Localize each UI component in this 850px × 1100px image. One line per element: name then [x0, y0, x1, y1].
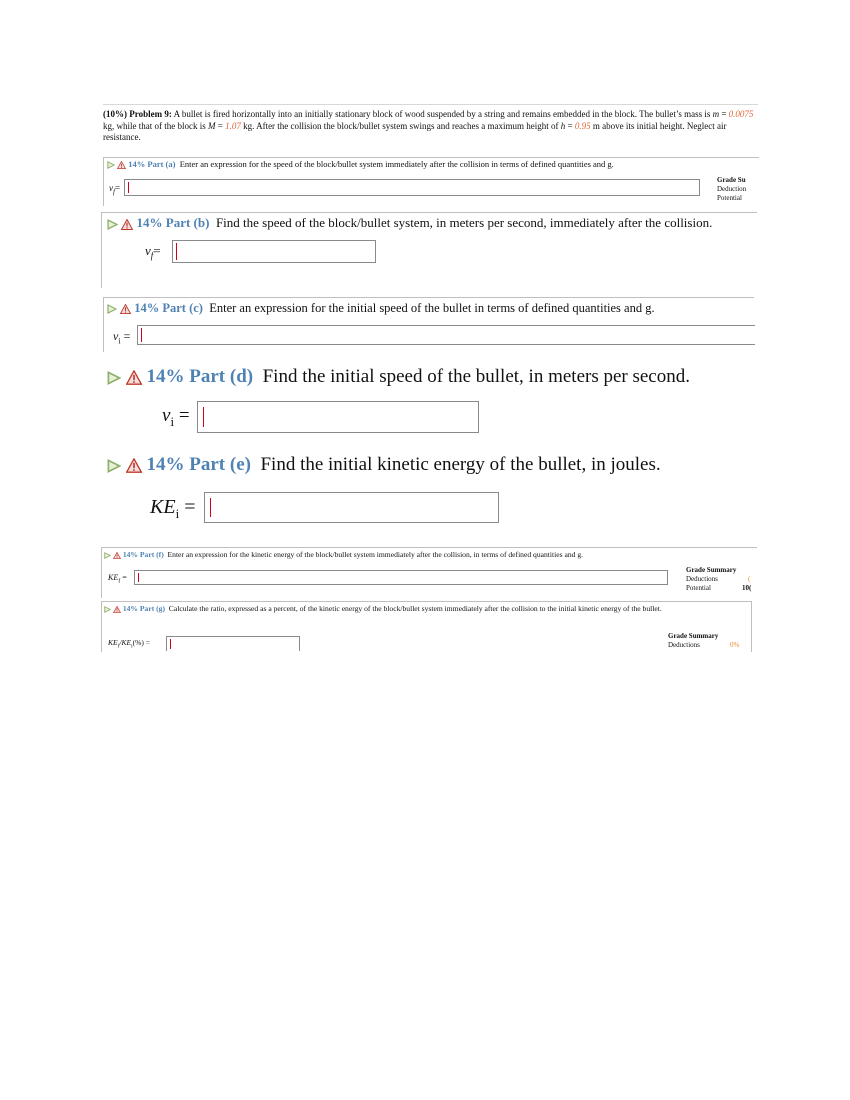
equals-sign: = [122, 573, 127, 582]
warning-icon [126, 370, 142, 385]
var-subscript: i [118, 336, 121, 346]
part-c-header[interactable] [107, 301, 655, 316]
expand-triangle-icon[interactable] [107, 219, 118, 230]
M-value: 1.07 [225, 120, 241, 131]
var-symbol: KE [108, 573, 119, 582]
expand-triangle-icon[interactable] [104, 606, 111, 613]
m-var: m [712, 109, 720, 119]
grade-summary-title: Grade Summary [686, 566, 737, 574]
m-value: 0.0075 [728, 109, 754, 119]
warning-icon [120, 304, 131, 314]
answer-variable: $KE_f/KE_i(\%)$ = [108, 638, 151, 650]
problem-statement: (10%) Problem 9: A bullet is fired horizontally into an initially stationary block of wood suspended by a string and remains embedded in the block. The bullet’s mass is m = 0.0075 kg, while that of the block is M = 1.07 kg. After the collision the block/bullet system swings and reaches a maximum height of h = 0.95 m above its initial height. Neglect air resistance. [103, 104, 758, 144]
problem-weight: (10%) [103, 109, 127, 119]
var-symbol: v [145, 243, 151, 258]
potential-label: Potential [717, 194, 742, 202]
part-a-header[interactable] [107, 159, 614, 170]
answer-variable [150, 496, 195, 522]
answer-variable [109, 183, 120, 196]
expand-triangle-icon[interactable] [107, 459, 121, 473]
var-symbol: v [109, 183, 113, 193]
part-b-answer-input[interactable] [172, 240, 376, 263]
equals-sign: = [114, 183, 121, 193]
equals-sign: = [178, 405, 190, 426]
deductions-value: 0% [730, 641, 740, 649]
text-caret [203, 407, 204, 427]
h-var: h [560, 120, 566, 131]
text-caret [176, 243, 177, 260]
expand-triangle-icon[interactable] [107, 371, 121, 385]
part-f-header[interactable] [104, 550, 583, 560]
var-subscript: i [131, 643, 133, 650]
grade-summary-title: Grade Su [717, 176, 746, 184]
part-g-header[interactable] [104, 604, 748, 614]
part-label: 14% Part (g) [122, 604, 165, 613]
var-subscript: f [118, 578, 121, 585]
part-question: Find the initial kinetic energy of the bullet, in joules. [260, 454, 661, 475]
deductions-label: Deductions [668, 641, 700, 649]
equals-sign: (%) = [132, 638, 151, 647]
equals-sign: = [153, 243, 161, 258]
part-question: Enter an expression for the initial speed of the bullet in terms of defined quantities and g. [209, 301, 655, 315]
part-question: Find the speed of the block/bullet system, in meters per second, immediately after the collision. [215, 215, 713, 230]
part-b-header[interactable] [107, 215, 712, 231]
part-question: Enter an expression for the kinetic energy of the block/bullet system immediately after the collision, in terms of defined quantities and g. [167, 550, 584, 559]
var-subscript: f [117, 643, 120, 650]
expand-triangle-icon[interactable] [104, 552, 111, 559]
part-d-header[interactable] [107, 366, 690, 388]
part-question: Find the initial speed of the bullet, in meters per second. [262, 366, 690, 387]
answer-variable [145, 243, 161, 261]
grade-summary-title: Grade Summary [668, 632, 719, 640]
part-label: 14% Part (a) [128, 159, 176, 169]
answer-variable [162, 405, 190, 430]
potential-label: Potential [686, 584, 711, 592]
text-caret [210, 498, 211, 517]
var-symbol: KE [121, 638, 132, 647]
var-subscript: f [150, 250, 154, 261]
answer-variable [108, 573, 127, 585]
var-subscript: i [175, 506, 180, 521]
var-subscript: i [170, 413, 175, 429]
grade-summary-f [686, 566, 752, 593]
var-symbol: KE [150, 496, 176, 518]
expand-triangle-icon[interactable] [107, 161, 115, 169]
warning-icon [113, 552, 121, 559]
warning-icon [121, 219, 133, 230]
equals-sign: = [184, 496, 196, 518]
problem-label: Problem 9: [129, 109, 172, 119]
problem-text: kg. After the collision the block/bullet system swings and reaches a maximum height of [240, 120, 561, 131]
h-value: 0.95 [574, 120, 591, 131]
part-label: 14% Part (e) [146, 454, 251, 475]
text-caret [128, 182, 129, 193]
warning-icon [113, 606, 121, 613]
var-symbol: v [113, 329, 119, 343]
grade-summary-a [717, 176, 746, 203]
part-c-answer-input[interactable] [137, 325, 755, 345]
part-g-answer-input[interactable] [166, 636, 300, 651]
text-caret [138, 573, 139, 582]
warning-icon [117, 161, 126, 169]
M-var: M [207, 120, 216, 131]
var-symbol: v [162, 405, 171, 426]
text-caret [141, 328, 142, 342]
part-d-answer-input[interactable] [197, 401, 479, 433]
deductions-value: ( [748, 575, 751, 583]
text-caret [170, 639, 171, 649]
part-e-header[interactable] [107, 454, 661, 476]
part-f-answer-input[interactable] [134, 570, 668, 585]
part-question: Enter an expression for the speed of the block/bullet system immediately after the collision in terms of defined quantities and g. [179, 159, 614, 169]
part-a-answer-input[interactable] [124, 179, 700, 196]
potential-value: 10( [742, 584, 752, 592]
part-question: Calculate the ratio, expressed as a percent, of the kinetic energy of the block/bullet system immediately after the collision to the initial kinetic energy of the bullet. [168, 604, 662, 613]
problem-text: m above its initial height. Neglect air resistance. [103, 120, 727, 142]
deductions-label: Deductions [686, 575, 718, 583]
var-subscript: f [113, 187, 115, 196]
grade-summary-g [668, 632, 740, 650]
problem-text: kg, while that of the block is [103, 120, 208, 131]
part-label: 14% Part (d) [146, 366, 254, 387]
deductions-label: Deduction [717, 185, 747, 193]
expand-triangle-icon[interactable] [107, 304, 117, 314]
warning-icon [126, 458, 142, 473]
part-label: 14% Part (c) [134, 301, 203, 315]
equals-sign: = [123, 329, 131, 343]
part-label: 14% Part (f) [122, 550, 164, 559]
part-label: 14% Part (b) [136, 215, 210, 230]
problem-text: A bullet is fired horizontally into an initially stationary block of wood suspended by a string and remains embedded in the block. The bullet’s mass is [173, 109, 713, 119]
part-e-answer-input[interactable] [204, 492, 499, 523]
var-symbol: KE [108, 638, 118, 647]
answer-variable [113, 329, 130, 345]
